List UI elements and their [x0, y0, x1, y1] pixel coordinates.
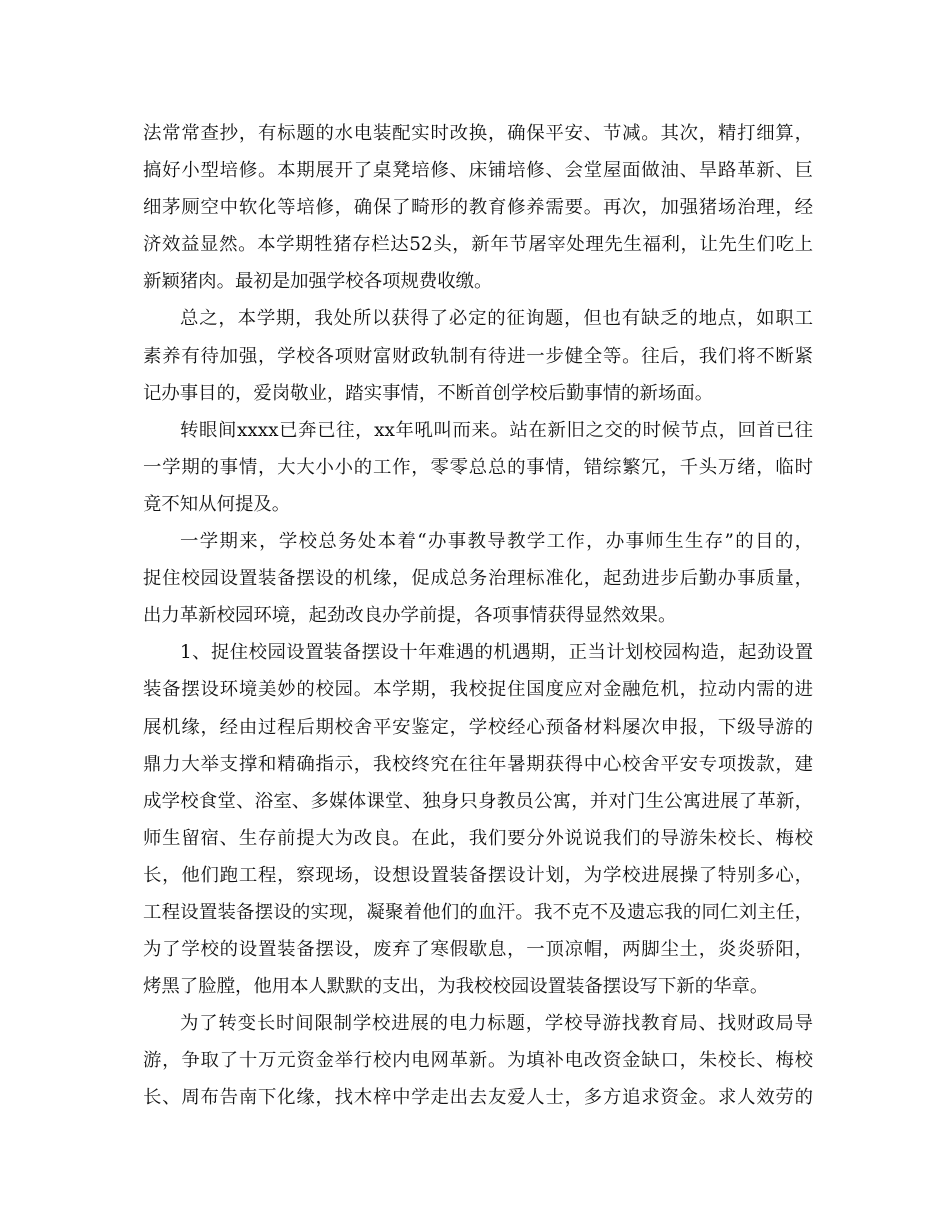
text-line: 一学期来，学校总务处本着“办事教导教学工作，办事师生生存”的目的，	[180, 531, 813, 553]
paragraph	[143, 300, 813, 411]
text-line: 装备摆设环境美妙的校园。本学期，我校捉住国度应对金融危机，拉动内需的进	[143, 679, 813, 701]
text-line: 一学期的事情，大大小小的工作，零零总总的事情，错综繁冗，千头万绪，临时	[143, 456, 813, 478]
text-line: 长，他们跑工程，察现场，设想设置装备摆设计划，为学校进展操了特别多心，	[143, 864, 813, 886]
text-line: 济效益显然。本学期牲猪存栏达52头，新年节屠宰处理先生福利，让先生们吃上	[143, 234, 813, 256]
text-line: 1、捉住校园设置装备摆设十年难遇的机遇期，正当计划校园构造，起劲设置	[180, 642, 813, 664]
paragraph	[143, 523, 813, 634]
text-line: 总之，本学期，我处所以获得了必定的征询题，但也有缺乏的地点，如职工	[180, 308, 813, 330]
text-line: 法常常查抄，有标题的水电装配实时改换，确保平安、节减。其次，精打细算，	[143, 123, 813, 144]
document-body	[143, 115, 813, 1117]
text-line: 转眼间xxxx已奔已往，xx年吼叫而来。站在新旧之交的时候节点，回首已往	[180, 419, 813, 441]
paragraph	[143, 412, 813, 523]
text-line: 成学校食堂、浴室、多媒体课堂、独身只身教员公寓，并对门生公寓进展了革新，	[143, 790, 813, 812]
text-line: 搞好小型培修。本期展开了桌凳培修、床铺培修、会堂屋面做油、旱路革新、巨	[143, 160, 813, 182]
text-line: 长、周布告南下化缘，找木梓中学走出去友爱人士，多方追求资金。求人效劳的	[143, 1087, 813, 1109]
text-line: 捉住校园设置装备摆设的机缘，促成总务治理标准化，起劲进步后勤办事质量，	[143, 568, 813, 590]
paragraph	[143, 1005, 813, 1116]
text-line: 竟不知从何提及。	[143, 493, 291, 515]
paragraph	[143, 634, 813, 1005]
text-line: 工程设置装备摆设的实现，凝聚着他们的血汗。我不克不及遗忘我的同仁刘主任，	[143, 901, 813, 923]
text-line: 新颖猪肉。最初是加强学校各项规费收缴。	[143, 271, 493, 293]
text-line: 为了学校的设置装备摆设，废弃了寒假歇息，一顶凉帽，两脚尘土，炎炎骄阳，	[143, 939, 813, 961]
text-line: 展机缘，经由过程后期校舍平安鉴定，学校经心预备材料屡次申报，下级导游的	[143, 716, 813, 738]
text-line: 师生留宿、生存前提大为改良。在此，我们要分外说说我们的导游朱校长、梅校	[143, 827, 813, 849]
text-line: 烤黑了脸膛，他用本人默默的支出，为我校校园设置装备摆设写下新的华章。	[143, 976, 769, 998]
text-line: 鼎力大举支撑和精确指示，我校终究在往年暑期获得中心校舍平安专项拨款，建	[143, 753, 813, 775]
text-line: 记办事目的，爱岗敬业，踏实事情，不断首创学校后勤事情的新场面。	[143, 382, 714, 404]
text-line: 为了转变长时间限制学校进展的电力标题，学校导游找教育局、找财政局导	[180, 1013, 813, 1035]
text-line: 出力革新校园环境，起劲改良办学前提，各项事情获得显然效果。	[143, 605, 677, 627]
text-line: 细茅厕空中软化等培修，确保了畸形的教育修养需要。再次，加强猪场治理，经	[143, 197, 813, 219]
paragraph	[143, 115, 813, 300]
text-line: 游，争取了十万元资金举行校内电网革新。为填补电改资金缺口，朱校长、梅校	[143, 1050, 813, 1072]
text-line: 素养有待加强，学校各项财富财政轨制有待进一步健全等。往后，我们将不断紧	[143, 345, 813, 367]
